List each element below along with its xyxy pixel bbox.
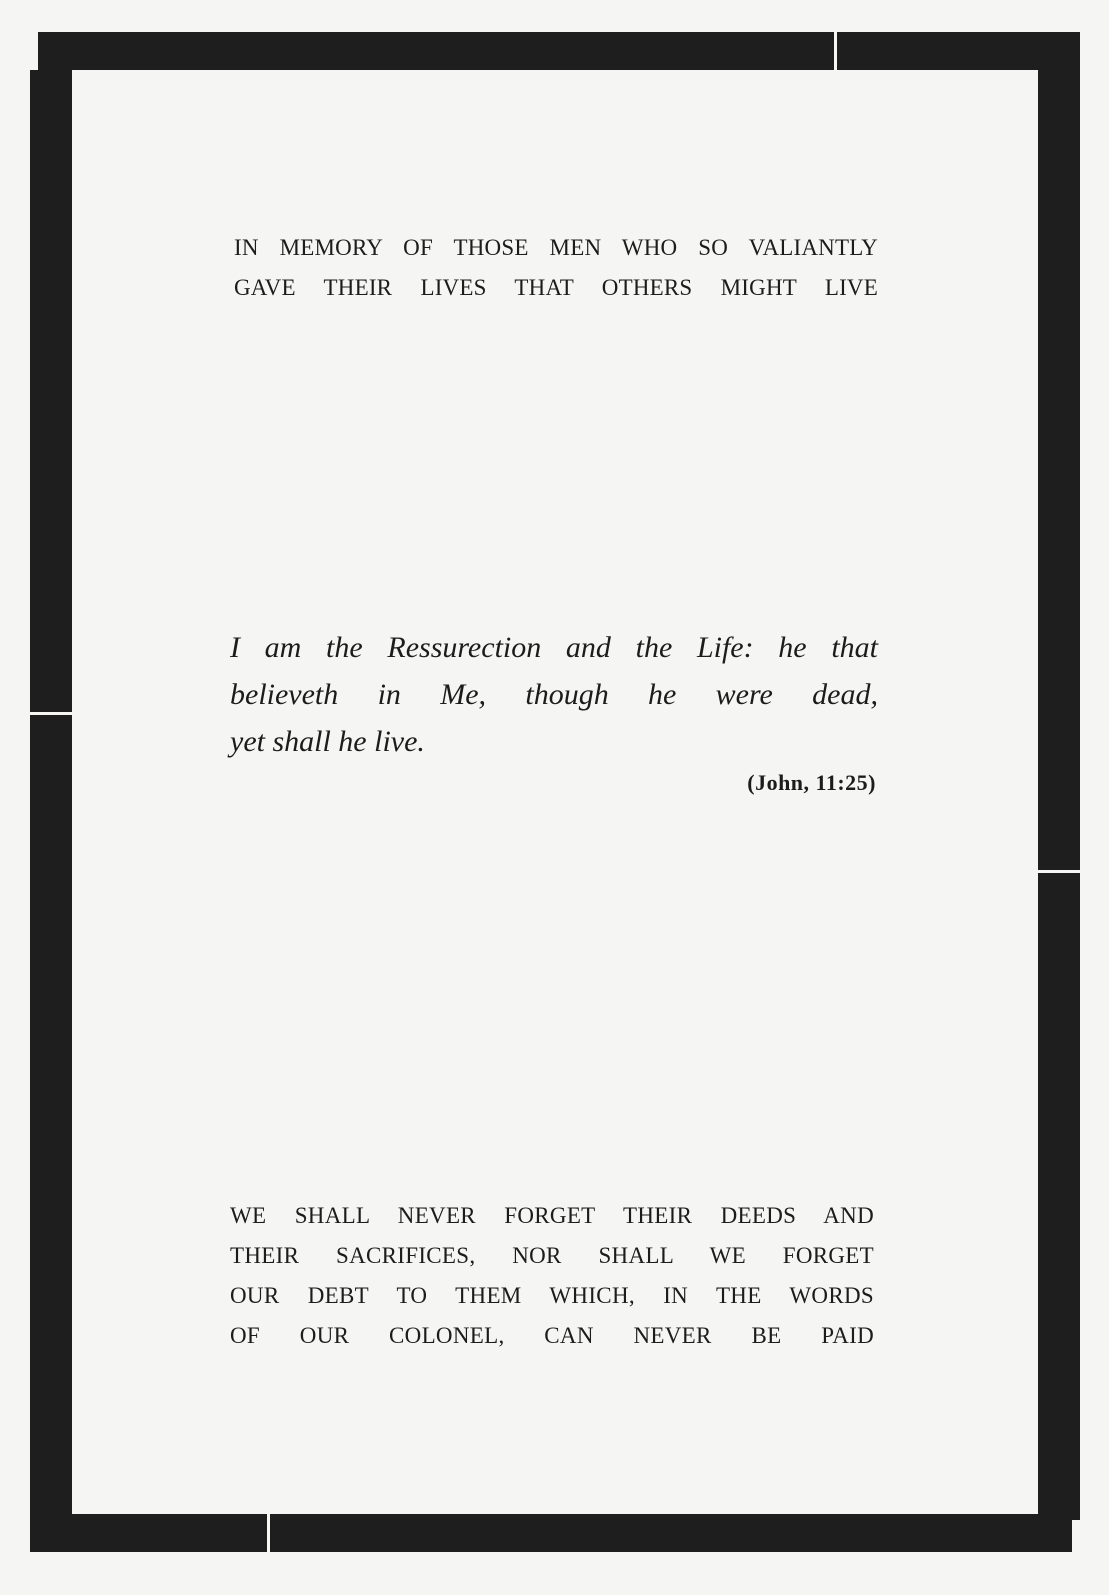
verse-line: I am the Ressurection and the Life: he that xyxy=(230,631,878,664)
border-seam xyxy=(1038,870,1080,873)
black-border-right xyxy=(1038,70,1080,1520)
dedication-text xyxy=(234,228,878,308)
closing-line: THEIR SACRIFICES, NOR SHALL WE FORGET xyxy=(230,1243,874,1268)
border-seam xyxy=(834,32,837,70)
verse-line: yet shall he live. xyxy=(230,725,425,758)
black-border-top xyxy=(38,32,1080,70)
dedication-line: GAVE THEIR LIVES THAT OTHERS MIGHT LIVE xyxy=(234,275,878,300)
black-border-bottom xyxy=(30,1514,1072,1552)
closing-text xyxy=(230,1196,874,1356)
closing-line: OF OUR COLONEL, CAN NEVER BE PAID xyxy=(230,1323,874,1348)
closing-line: OUR DEBT TO THEM WHICH, IN THE WORDS xyxy=(230,1283,874,1308)
dedication-line: IN MEMORY OF THOSE MEN WHO SO VALIANTLY xyxy=(234,235,878,260)
verse-citation: (John, 11:25) xyxy=(747,770,876,795)
scripture-verse xyxy=(230,624,878,765)
border-seam xyxy=(267,1514,270,1552)
border-seam xyxy=(30,712,72,715)
black-border-left xyxy=(30,70,72,1520)
closing-line: WE SHALL NEVER FORGET THEIR DEEDS AND xyxy=(230,1203,874,1228)
verse-line: believeth in Me, though he were dead, xyxy=(230,678,878,711)
